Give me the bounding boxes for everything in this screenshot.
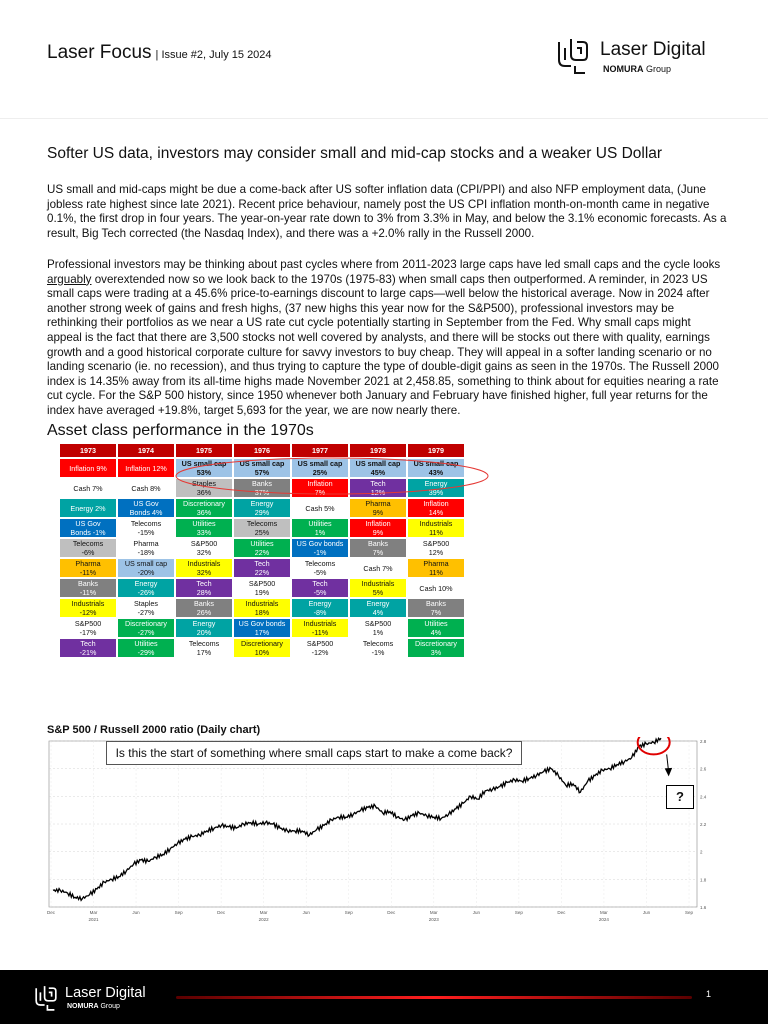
asset-name: S&P500 xyxy=(248,579,276,588)
year-header: 1977 xyxy=(292,444,348,457)
table-header-row xyxy=(60,444,464,457)
asset-name: Pharma xyxy=(365,499,391,508)
asset-name: Banks xyxy=(368,539,388,548)
asset-name: Utilities xyxy=(308,519,332,528)
asset-cell xyxy=(292,639,348,657)
asset-return: 36% xyxy=(196,488,212,497)
asset-name: Utilities xyxy=(192,519,216,528)
chart-callout: Is this the start of something where small caps start to make a come back? xyxy=(106,741,522,765)
asset-return: -27% xyxy=(137,628,155,637)
asset-cell xyxy=(234,539,290,557)
asset-return: -12% xyxy=(79,608,97,617)
asset-cell xyxy=(292,599,348,617)
asset-cell xyxy=(292,459,348,477)
asset-cell xyxy=(60,459,116,477)
asset-cell xyxy=(60,639,116,657)
asset-return: -5% xyxy=(313,568,327,577)
page-footer xyxy=(0,970,768,1024)
x-tick-label: Sep xyxy=(684,910,694,915)
asset-return: Bonds 4% xyxy=(129,508,163,517)
year-header: 1976 xyxy=(234,444,290,457)
x-tick-label: Sep xyxy=(344,910,353,915)
asset-name: Utilities xyxy=(250,539,274,548)
asset-return: -1% xyxy=(371,648,385,657)
asset-return: 7% xyxy=(314,488,326,497)
asset-cell xyxy=(176,579,232,597)
asset-name: Inflation xyxy=(365,519,391,528)
x-tick-label: Jun xyxy=(642,910,651,915)
asset-return: 22% xyxy=(254,548,270,557)
logo-sub xyxy=(603,64,671,74)
x-tick-label: Sep xyxy=(514,910,523,915)
asset-name: Industrials xyxy=(303,619,337,628)
asset-name: Banks xyxy=(426,599,446,608)
asset-name: Banks xyxy=(194,599,214,608)
asset-name: Energy xyxy=(366,599,390,608)
asset-return: 29% xyxy=(254,508,270,517)
asset-name: Telecoms xyxy=(362,639,394,648)
asset-return: 45% xyxy=(370,468,386,477)
year-header: 1978 xyxy=(350,444,406,457)
x-tick-label: Sep xyxy=(174,910,183,915)
asset-cell xyxy=(234,579,290,597)
table-row xyxy=(60,559,464,577)
asset-name: Cash 8% xyxy=(131,483,161,493)
asset-return: 9% xyxy=(372,528,384,537)
asset-name: Cash 5% xyxy=(305,503,335,513)
p2-underlined-word: arguably xyxy=(47,272,92,286)
asset-name: Discretionary xyxy=(415,639,457,648)
asset-name: S&P500 xyxy=(74,619,102,628)
asset-return: 5% xyxy=(372,588,384,597)
asset-name: Pharma xyxy=(75,559,101,568)
asset-cell xyxy=(292,479,348,497)
asset-name: Discretionary xyxy=(241,639,283,648)
asset-cell xyxy=(234,559,290,577)
asset-return: -17% xyxy=(79,628,97,637)
asset-name: Industrials xyxy=(245,599,279,608)
asset-name: Cash 7% xyxy=(363,563,393,573)
asset-return: 25% xyxy=(254,528,270,537)
article-headline: Softer US data, investors may consider small and mid-cap stocks and a weaker US Dollar xyxy=(47,145,663,162)
asset-name: US Gov bonds xyxy=(238,619,286,628)
asset-cell xyxy=(408,499,464,517)
asset-cell xyxy=(176,599,232,617)
asset-name: S&P500 xyxy=(306,639,334,648)
asset-cell xyxy=(408,639,464,657)
header-divider xyxy=(0,118,768,119)
footer-logo-sub xyxy=(67,1003,120,1010)
asset-return: 43% xyxy=(428,468,444,477)
x-tick-label: Dec xyxy=(217,910,226,915)
asset-cell xyxy=(350,479,406,497)
asset-name: Energy xyxy=(250,499,274,508)
asset-cell xyxy=(350,459,406,477)
asset-name: Utilities xyxy=(134,639,158,648)
footer-logo-name: Laser Digital xyxy=(65,985,146,1001)
asset-cell xyxy=(234,639,290,657)
asset-return: 11% xyxy=(429,568,443,577)
asset-return: 9% xyxy=(372,508,384,517)
asset-name: Industrials xyxy=(71,599,105,608)
asset-name: Energy xyxy=(134,579,158,588)
asset-cell xyxy=(176,559,232,577)
asset-name: Inflation xyxy=(423,499,449,508)
asset-name: Inflation 9% xyxy=(69,463,107,473)
asset-name: Utilities xyxy=(424,619,448,628)
year-label: 2021 xyxy=(88,917,99,922)
asset-cell xyxy=(408,479,464,497)
asset-return: -6% xyxy=(81,548,95,557)
asset-name: Tech xyxy=(80,639,96,648)
asset-cell xyxy=(60,599,116,617)
y-tick-label: 2.8 xyxy=(700,739,707,744)
laser-digital-logo xyxy=(556,36,736,80)
footer-logo-mark-icon xyxy=(34,984,58,1012)
asset-return: 1% xyxy=(314,528,326,537)
paragraph-2 xyxy=(47,258,727,419)
paragraph-1: US small and mid-caps might be due a come-back after US softer inflation data (CPI/PPI) and also NFP employment data, (June jobless rate highest since late 2021). Recent price behaviour, namely post the US CPI inflation month-on-month came in negative 0.1%, the first drop in four years. The year-on-year rate down to 3% from 3.3% in May, and below the 3.1% economic forecasts. As a result, Big Tech corrected (the Nasdaq Index), and there was a +2.0% rally in the Russell 2000. xyxy=(47,183,727,240)
table-row xyxy=(60,479,464,497)
asset-cell xyxy=(118,519,174,537)
year-header: 1974 xyxy=(118,444,174,457)
y-tick-label: 2.6 xyxy=(700,766,707,772)
asset-cell xyxy=(176,639,232,657)
asset-name: US Gov xyxy=(133,499,159,508)
asset-cell xyxy=(350,539,406,557)
asset-name: US small cap xyxy=(239,459,285,468)
asset-cell xyxy=(350,599,406,617)
asset-cell xyxy=(292,559,348,577)
x-tick-label: Jun xyxy=(302,910,310,915)
asset-cell xyxy=(234,519,290,537)
asset-name: Telecoms xyxy=(188,639,220,648)
asset-return: -26% xyxy=(137,588,155,597)
asset-performance-table xyxy=(58,442,466,659)
table-row xyxy=(60,499,464,517)
asset-return: -27% xyxy=(137,608,155,617)
asset-return: 25% xyxy=(312,468,328,477)
table-row xyxy=(60,579,464,597)
asset-cell xyxy=(118,539,174,557)
asset-return: -11% xyxy=(79,588,97,597)
asset-cell xyxy=(292,519,348,537)
asset-return: 14% xyxy=(428,508,444,517)
asset-cell xyxy=(350,619,406,637)
asset-name: Energy xyxy=(424,479,448,488)
asset-name: Discretionary xyxy=(183,499,225,508)
x-tick-label: Dec xyxy=(557,910,566,915)
asset-return: 4% xyxy=(372,608,384,617)
asset-return: -15% xyxy=(137,528,155,537)
x-tick-label: Jun xyxy=(472,910,480,915)
asset-cell xyxy=(176,499,232,517)
asset-return: 57% xyxy=(254,468,270,477)
asset-name: Telecoms xyxy=(72,539,104,548)
asset-cell xyxy=(408,619,464,637)
asset-cell xyxy=(234,599,290,617)
footer-logo-sub-group: Group xyxy=(98,1003,120,1010)
x-tick-label: Mar xyxy=(259,910,268,915)
asset-cell xyxy=(176,459,232,477)
asset-return: 19% xyxy=(254,588,270,597)
asset-name: Pharma xyxy=(133,539,159,548)
asset-return: 10% xyxy=(254,648,270,657)
y-tick-label: 1.6 xyxy=(700,905,707,910)
asset-return: 32% xyxy=(196,568,212,577)
asset-return: 39% xyxy=(428,488,444,497)
year-header: 1979 xyxy=(408,444,464,457)
asset-name: Pharma xyxy=(423,559,449,568)
table-row xyxy=(60,519,464,537)
asset-name: Tech xyxy=(370,479,386,488)
asset-return: -20% xyxy=(137,568,155,577)
asset-name: Staples xyxy=(134,599,158,608)
page-number: 1 xyxy=(706,989,712,999)
asset-name: Inflation xyxy=(307,479,333,488)
ratio-chart-title: S&P 500 / Russell 2000 ratio (Daily chart) xyxy=(47,724,261,736)
asset-return: -1% xyxy=(313,548,327,557)
asset-cell xyxy=(118,479,174,497)
asset-return: Bonds -1% xyxy=(70,528,106,537)
table-row xyxy=(60,619,464,637)
asset-name: Discretionary xyxy=(125,619,167,628)
asset-name: Energy 2% xyxy=(70,503,106,513)
asset-return: 17% xyxy=(196,648,212,657)
year-header: 1973 xyxy=(60,444,116,457)
asset-cell xyxy=(234,619,290,637)
x-tick-label: Mar xyxy=(429,910,438,915)
asset-cell xyxy=(234,479,290,497)
asset-cell xyxy=(408,539,464,557)
year-label: 2023 xyxy=(428,917,439,922)
logo-sub-brand: NOMURA xyxy=(603,64,644,74)
asset-name: US small cap xyxy=(181,459,227,468)
asset-cell xyxy=(118,579,174,597)
asset-name: Inflation 12% xyxy=(125,463,167,473)
newsletter-title xyxy=(47,42,272,64)
asset-cell xyxy=(118,459,174,477)
asset-cell xyxy=(60,619,116,637)
asset-cell xyxy=(350,519,406,537)
asset-name: US small cap xyxy=(124,559,168,568)
y-tick-label: 2.2 xyxy=(700,822,707,827)
p2-text-b: overextended now so we look back to the 1970s (1975-83) when small caps then outperformed. A reminder, in 2023 US small caps were trading at a 45.6% price-to-earnings discount to large caps—well below the historical average. Now in 2024 after another strong week of gains and fresh highs, (37 new highs this year now for the S&P500), professional investors may be rethinking their portfolios as we near a US rate cut cycle potentially starting in September from the Fed. Why small caps might appeal is the fact that there are 3,500 stocks not well covered by analysts, and there will be stocks out there with quality, earnings growth and a good historical corporate culture for savvy investors to buy cheap. They will appeal in a softer landing scenario or no landing scenario (ie. no recession), and thus trying to capture the type of double-digit gains as seen in the 1970s. The Russell 2000 index is 14.35% away from its all-time highs made November 2021 at 2,458.85, something to think about for equities nearing a rate cut cycle. For the S&P 500 history, since 1950 whenever both January and February have finished higher, full year returns for the index have averaged +19.8%, target 5,693 for the year, we are now nearly there. xyxy=(47,272,719,417)
asset-return: 20% xyxy=(196,628,212,637)
footer-red-line xyxy=(176,996,692,999)
asset-name: Telecoms xyxy=(246,519,278,528)
logo-name: Laser Digital xyxy=(600,39,706,60)
asset-cell xyxy=(408,459,464,477)
asset-name: S&P500 xyxy=(364,619,392,628)
asset-name: US Gov bonds xyxy=(296,539,344,548)
year-label: 2024 xyxy=(598,917,609,922)
asset-return: 32% xyxy=(196,548,212,557)
asset-cell xyxy=(234,499,290,517)
asset-return: -12% xyxy=(311,648,329,657)
asset-return: -21% xyxy=(79,648,97,657)
table-row xyxy=(60,539,464,557)
asset-return: 37% xyxy=(254,488,270,497)
y-tick-label: 2.4 xyxy=(700,794,707,800)
asset-return: 7% xyxy=(430,608,442,617)
asset-cell xyxy=(118,599,174,617)
p2-text-a: Professional investors may be thinking about past cycles where from 2011-2023 large caps have led small caps and the cycle looks xyxy=(47,258,721,271)
y-tick-label: 2 xyxy=(700,849,703,855)
asset-name: Industrials xyxy=(187,559,221,568)
asset-return: 12% xyxy=(370,488,386,497)
asset-name: US small cap xyxy=(297,459,343,468)
asset-return: -29% xyxy=(137,648,155,657)
asset-return: 3% xyxy=(430,648,442,657)
table-row xyxy=(60,599,464,617)
asset-cell xyxy=(292,579,348,597)
asset-cell xyxy=(408,519,464,537)
asset-cell xyxy=(118,499,174,517)
issue-info: | Issue #2, July 15 2024 xyxy=(155,49,272,61)
asset-name: Tech xyxy=(254,559,270,568)
asset-name: US small cap xyxy=(355,459,401,468)
x-tick-label: Mar xyxy=(600,910,608,915)
asset-name: Tech xyxy=(196,579,212,588)
year-header: 1975 xyxy=(176,444,232,457)
asset-return: 28% xyxy=(196,588,212,597)
asset-return: -11% xyxy=(79,568,97,577)
asset-return: 4% xyxy=(430,628,442,637)
asset-name: Industrials xyxy=(419,519,453,528)
asset-cell xyxy=(60,479,116,497)
asset-return: 36% xyxy=(196,508,212,517)
asset-cell xyxy=(60,499,116,517)
asset-return: -18% xyxy=(137,548,155,557)
asset-cell xyxy=(176,539,232,557)
asset-cell xyxy=(350,499,406,517)
table-row xyxy=(60,639,464,657)
asset-name: Banks xyxy=(252,479,272,488)
asset-name: Cash 7% xyxy=(73,483,103,493)
asset-cell xyxy=(60,579,116,597)
asset-return: -11% xyxy=(311,628,329,637)
asset-name: S&P500 xyxy=(422,539,450,548)
asset-name: Telecoms xyxy=(304,559,336,568)
asset-cell xyxy=(350,559,406,577)
table-body xyxy=(60,459,464,657)
asset-return: 11% xyxy=(429,528,443,537)
asset-name: US small cap xyxy=(413,459,459,468)
asset-cell xyxy=(176,519,232,537)
asset-return: 1% xyxy=(372,628,384,637)
question-box: ? xyxy=(666,785,694,809)
asset-return: 33% xyxy=(196,528,212,537)
asset-name: Staples xyxy=(192,479,216,488)
asset-return: 53% xyxy=(196,468,212,477)
asset-cell xyxy=(292,499,348,517)
x-tick-label: Mar xyxy=(89,910,98,915)
page-header xyxy=(0,0,768,110)
asset-cell xyxy=(292,539,348,557)
newsletter-name: Laser Focus xyxy=(47,42,152,63)
asset-cell xyxy=(60,559,116,577)
asset-cell xyxy=(408,559,464,577)
asset-return: 18% xyxy=(254,608,270,617)
asset-cell xyxy=(350,639,406,657)
asset-name: Tech xyxy=(312,579,328,588)
asset-return: -8% xyxy=(313,608,327,617)
asset-return: 7% xyxy=(372,548,384,557)
asset-name: Energy xyxy=(192,619,216,628)
x-tick-label: Dec xyxy=(387,910,396,915)
logo-sub-group: Group xyxy=(643,64,672,74)
asset-cell xyxy=(118,559,174,577)
x-tick-label: Dec xyxy=(47,910,56,915)
asset-name: US Gov xyxy=(75,519,101,528)
asset-return: 22% xyxy=(254,568,270,577)
asset-return: -5% xyxy=(313,588,327,597)
asset-cell xyxy=(292,619,348,637)
asset-cell xyxy=(60,539,116,557)
asset-cell xyxy=(350,579,406,597)
footer-logo-sub-brand: NOMURA xyxy=(67,1003,99,1010)
asset-cell xyxy=(408,579,464,597)
asset-name: Telecoms xyxy=(130,519,162,528)
asset-return: 26% xyxy=(196,608,212,617)
year-label: 2022 xyxy=(258,917,269,922)
x-tick-label: Jun xyxy=(132,910,140,915)
asset-name: Industrials xyxy=(361,579,395,588)
asset-cell xyxy=(176,619,232,637)
asset-cell xyxy=(234,459,290,477)
asset-name: Cash 10% xyxy=(419,583,453,593)
asset-cell xyxy=(118,619,174,637)
asset-return: 17% xyxy=(254,628,270,637)
asset-cell xyxy=(118,639,174,657)
asset-name: S&P500 xyxy=(190,539,218,548)
asset-name: Energy xyxy=(308,599,332,608)
asset-table-title: Asset class performance in the 1970s xyxy=(47,422,314,439)
asset-cell xyxy=(176,479,232,497)
asset-cell xyxy=(408,599,464,617)
table-row xyxy=(60,459,464,477)
logo-mark-icon xyxy=(556,36,590,76)
asset-return: 12% xyxy=(428,548,444,557)
y-tick-label: 1.8 xyxy=(700,877,707,883)
asset-name: Banks xyxy=(78,579,98,588)
asset-cell xyxy=(60,519,116,537)
